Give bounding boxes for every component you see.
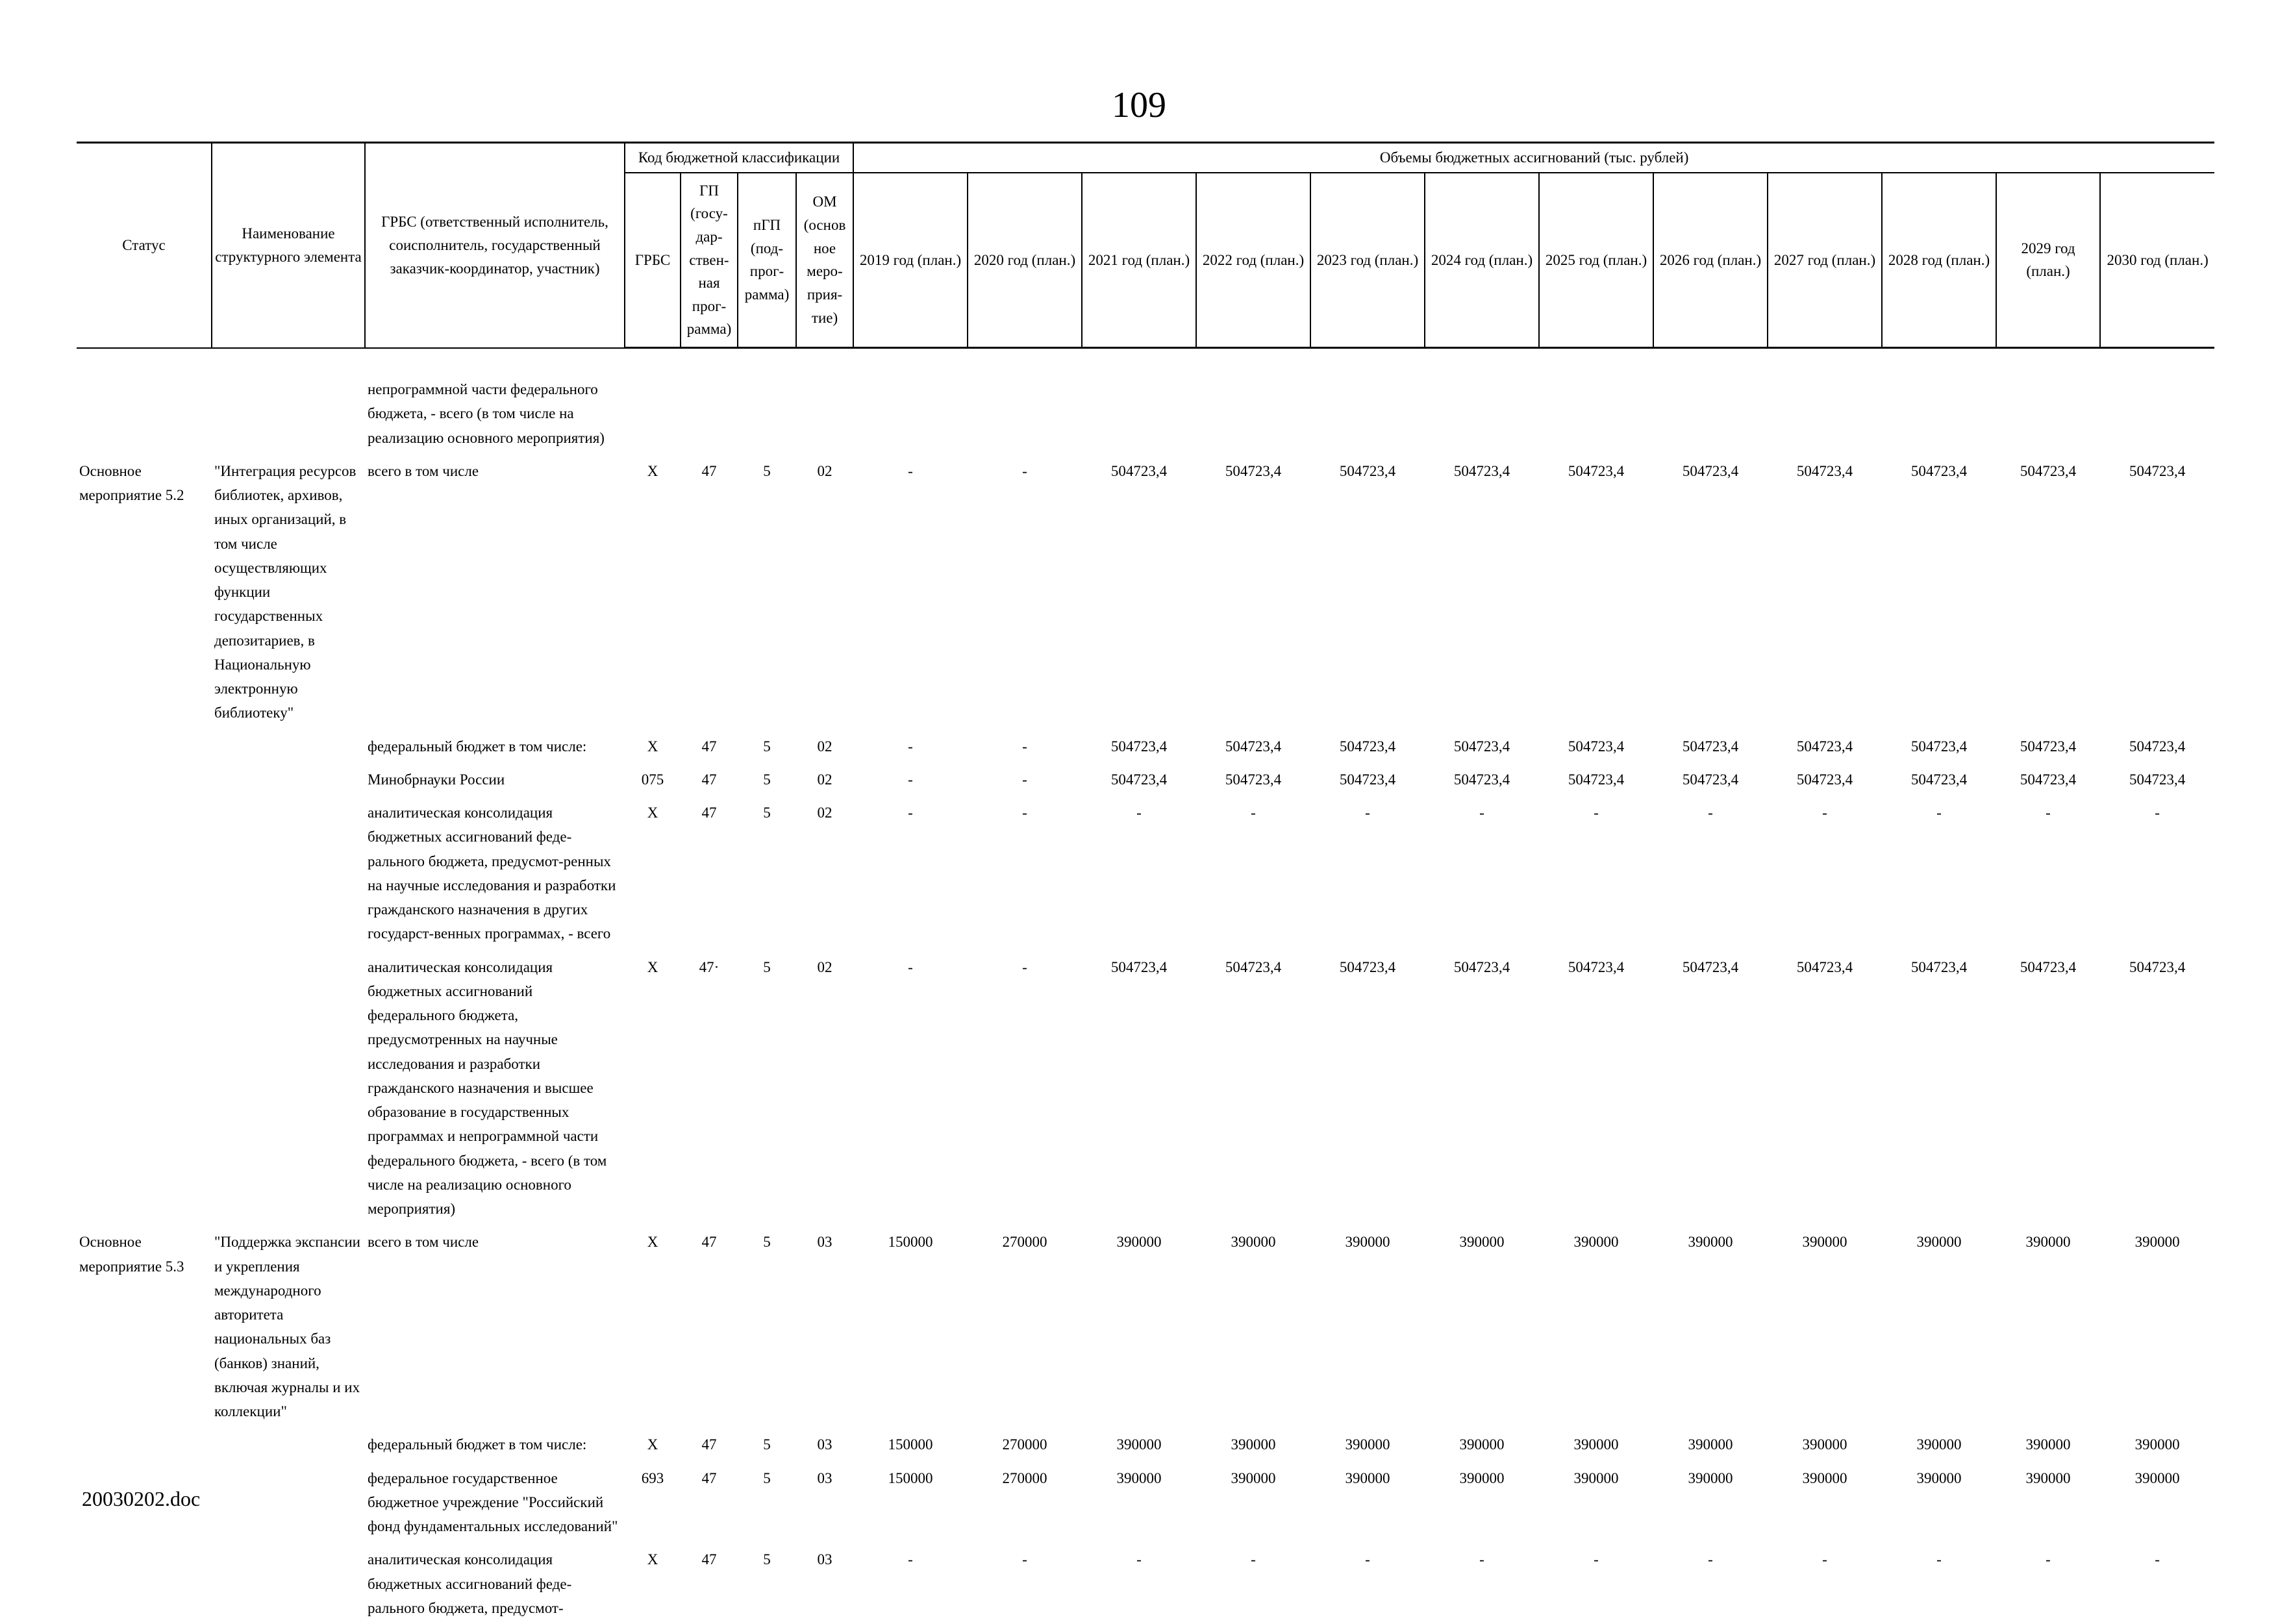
row-value: - <box>1022 771 1027 788</box>
row-value: 504723,4 <box>1796 958 1853 975</box>
row-status <box>77 762 212 795</box>
row-value: 504723,4 <box>1796 462 1853 479</box>
row-value <box>968 372 1082 454</box>
row-status: Основное мероприятие 5.3 <box>79 1234 184 1275</box>
row-value: 504723,4 <box>1339 738 1396 755</box>
row-value <box>1539 372 1653 454</box>
row-value: 504723,4 <box>1110 738 1168 755</box>
row-code: 075 <box>641 771 664 788</box>
row-value: 504723,4 <box>1568 958 1625 975</box>
header-year: 2023 год (план.) <box>1310 173 1425 348</box>
row-code: Х <box>647 805 658 821</box>
row-value <box>1425 372 1539 454</box>
row-value <box>1082 372 1196 454</box>
row-value: 390000 <box>1916 1436 1962 1453</box>
row-code: 47 <box>701 1436 717 1453</box>
row-code: 5 <box>763 1551 771 1568</box>
row-value: 390000 <box>1688 1469 1733 1486</box>
row-value: - <box>2155 805 2160 821</box>
header-code-grbs: ГРБС <box>625 173 681 348</box>
row-value: - <box>1708 805 1713 821</box>
header-year: 2021 год (план.) <box>1082 173 1196 348</box>
row-value: 504723,4 <box>1910 738 1968 755</box>
row-code: 02 <box>817 805 832 821</box>
row-value <box>1196 372 1310 454</box>
row-value: - <box>1936 1551 1942 1568</box>
row-code: 02 <box>817 738 832 755</box>
row-value: 390000 <box>1116 1436 1162 1453</box>
row-value: 390000 <box>2134 1234 2180 1251</box>
row-value: - <box>1936 805 1942 821</box>
row-value <box>1310 372 1425 454</box>
row-status <box>77 795 212 950</box>
row-value: 504723,4 <box>1339 958 1396 975</box>
row-value: 390000 <box>1345 1234 1390 1251</box>
row-value: - <box>1022 1551 1027 1568</box>
budget-allocations-table <box>77 142 2214 1624</box>
table-row <box>77 729 2214 762</box>
row-grbs-text: федеральный бюджет в том числе: <box>368 738 587 755</box>
row-value: 504723,4 <box>1110 958 1168 975</box>
row-value: 504723,4 <box>1682 738 1739 755</box>
row-grbs-text: федеральный бюджет в том числе: <box>368 1436 587 1453</box>
header-year: 2026 год (план.) <box>1653 173 1768 348</box>
row-name <box>212 372 365 454</box>
row-value: 504723,4 <box>2020 738 2077 755</box>
row-code: Х <box>647 1551 658 1568</box>
row-value: 390000 <box>1573 1469 1619 1486</box>
row-code <box>738 372 796 454</box>
row-status <box>77 372 212 454</box>
row-value: 390000 <box>1802 1234 1847 1251</box>
row-value: 390000 <box>2134 1436 2180 1453</box>
row-value <box>2100 372 2214 454</box>
row-value: 270000 <box>1002 1469 1047 1486</box>
header-year: 2025 год (план.) <box>1539 173 1653 348</box>
header-year: 2024 год (план.) <box>1425 173 1539 348</box>
row-value: 504723,4 <box>1910 958 1968 975</box>
table-row <box>77 372 2214 454</box>
table-row <box>77 454 2214 729</box>
row-value: 270000 <box>1002 1234 1047 1251</box>
row-value: - <box>1251 805 1256 821</box>
row-code <box>681 372 738 454</box>
row-value: 504723,4 <box>1682 771 1739 788</box>
row-value: 504723,4 <box>2129 738 2186 755</box>
row-code: 5 <box>763 462 771 479</box>
row-value: - <box>1822 805 1827 821</box>
row-code: 02 <box>817 958 832 975</box>
table-body <box>77 348 2214 1624</box>
row-value: 150000 <box>888 1469 933 1486</box>
row-value: 504723,4 <box>1796 771 1853 788</box>
row-value: 504723,4 <box>2020 462 2077 479</box>
row-code: 5 <box>763 1469 771 1486</box>
table-row <box>77 1461 2214 1543</box>
row-value: 390000 <box>1231 1469 1276 1486</box>
row-value: - <box>908 738 913 755</box>
row-value: 504723,4 <box>1910 462 1968 479</box>
row-value: - <box>1822 1551 1827 1568</box>
row-grbs-text: аналитическая консолидация бюджетных ассигнований феде-рального бюджета, предусмот-ренных на научные исследования и разработки гражданского назначения в других государст-венных программах, - всего <box>368 805 616 942</box>
row-code: 47· <box>699 958 720 975</box>
row-value: 504723,4 <box>1568 738 1625 755</box>
row-status <box>77 1427 212 1460</box>
table-row <box>77 1542 2214 1624</box>
row-value: - <box>908 1551 913 1568</box>
row-value: 504723,4 <box>1339 771 1396 788</box>
header-year: 2028 год (план.) <box>1882 173 1996 348</box>
row-value: - <box>908 771 913 788</box>
row-value <box>1882 372 1996 454</box>
row-value: - <box>1251 1551 1256 1568</box>
row-code: 03 <box>817 1469 832 1486</box>
table-row <box>77 762 2214 795</box>
table-row <box>77 1427 2214 1460</box>
header-status: Статус <box>77 143 212 348</box>
row-code: 02 <box>817 771 832 788</box>
row-value: - <box>2046 805 2051 821</box>
row-status <box>77 1542 212 1624</box>
row-name: "Интеграция ресурсов библиотек, архивов, иных организаций, в том числе осуществляющих функции государственных депозитариев, в Национальную электронную библиотеку" <box>214 462 357 721</box>
row-value: 504723,4 <box>1453 771 1510 788</box>
row-code: Х <box>647 738 658 755</box>
row-value: 390000 <box>1802 1469 1847 1486</box>
header-year: 2030 год (план.) <box>2100 173 2214 348</box>
row-value: 390000 <box>1573 1436 1619 1453</box>
row-value: 504723,4 <box>1568 462 1625 479</box>
row-value: - <box>1365 1551 1370 1568</box>
row-value <box>1653 372 1768 454</box>
row-value: 390000 <box>1116 1234 1162 1251</box>
row-status: Основное мероприятие 5.2 <box>79 462 184 504</box>
row-value: 504723,4 <box>2129 958 2186 975</box>
row-code: 47 <box>701 1234 717 1251</box>
header-grbs-description: ГРБС (ответственный исполнитель, соисполнитель, государственный заказчик-координатор, участник) <box>365 143 625 348</box>
row-grbs-text: всего в том числе <box>368 1234 479 1251</box>
row-value: 390000 <box>1459 1234 1505 1251</box>
row-value: 504723,4 <box>1453 738 1510 755</box>
row-code: 47 <box>701 1469 717 1486</box>
row-value: 390000 <box>2025 1234 2071 1251</box>
row-code: 02 <box>817 462 832 479</box>
row-code: Х <box>647 1234 658 1251</box>
row-code: 5 <box>763 771 771 788</box>
footer-filename: 20030202.doc <box>82 1487 201 1510</box>
row-value: 270000 <box>1002 1436 1047 1453</box>
row-status <box>77 729 212 762</box>
row-code: Х <box>647 1436 658 1453</box>
header-code-pgp: пГП (под-прог-рамма) <box>738 173 796 348</box>
header-code-gp: ГП (госу-дар-ствен-ная прог-рамма) <box>681 173 738 348</box>
row-value: 390000 <box>1802 1436 1847 1453</box>
row-grbs-text: федеральное государственное бюджетное учреждение "Российский фонд фундаментальных исследований" <box>368 1469 618 1535</box>
row-status <box>77 950 212 1225</box>
row-value <box>1768 372 1882 454</box>
row-value: 390000 <box>2025 1436 2071 1453</box>
header-year: 2027 год (план.) <box>1768 173 1882 348</box>
row-code <box>796 372 853 454</box>
header-name: Наименование структурного элемента <box>212 143 365 348</box>
row-value <box>1996 372 2100 454</box>
row-name <box>212 950 365 1225</box>
row-value: - <box>1708 1551 1713 1568</box>
row-value: 504723,4 <box>2129 462 2186 479</box>
row-code: 5 <box>763 805 771 821</box>
row-value: 390000 <box>2134 1469 2180 1486</box>
row-grbs-text: Минобрнауки России <box>368 771 505 788</box>
row-value: 150000 <box>888 1436 933 1453</box>
row-value: 390000 <box>1459 1436 1505 1453</box>
row-value: 504723,4 <box>1225 462 1282 479</box>
row-value: 390000 <box>1116 1469 1162 1486</box>
table-row <box>77 950 2214 1225</box>
row-name <box>212 1542 365 1624</box>
table-row <box>77 795 2214 950</box>
row-value: - <box>1136 805 1142 821</box>
row-value: - <box>1136 1551 1142 1568</box>
row-value: 390000 <box>1688 1234 1733 1251</box>
row-value: 390000 <box>1345 1436 1390 1453</box>
row-name <box>212 762 365 795</box>
row-grbs-text: всего в том числе <box>368 462 479 479</box>
row-code: 47 <box>701 1551 717 1568</box>
row-value: - <box>2046 1551 2051 1568</box>
row-value: - <box>1594 1551 1599 1568</box>
header-year: 2029 год (план.) <box>1996 173 2100 348</box>
row-value: 504723,4 <box>1225 958 1282 975</box>
row-code: 5 <box>763 1436 771 1453</box>
row-code: 47 <box>701 462 717 479</box>
header-year: 2020 год (план.) <box>968 173 1082 348</box>
row-code: Х <box>647 462 658 479</box>
header-year: 2019 год (план.) <box>853 173 968 348</box>
row-name <box>212 795 365 950</box>
row-code: 03 <box>817 1234 832 1251</box>
row-value: 150000 <box>888 1234 933 1251</box>
row-value: 390000 <box>1345 1469 1390 1486</box>
row-value: - <box>1479 1551 1484 1568</box>
row-value: 390000 <box>1573 1234 1619 1251</box>
row-grbs-text: непрограммной части федерального бюджета, - всего (в том числе на реализацию основного мероприятия) <box>368 381 605 446</box>
header-year: 2022 год (план.) <box>1196 173 1310 348</box>
row-value: - <box>1022 958 1027 975</box>
row-value: 504723,4 <box>2020 958 2077 975</box>
row-value: 504723,4 <box>1110 771 1168 788</box>
row-code: Х <box>647 958 658 975</box>
row-code: 47 <box>701 805 717 821</box>
row-name <box>212 729 365 762</box>
row-value: 504723,4 <box>1796 738 1853 755</box>
row-value: 504723,4 <box>1110 462 1168 479</box>
row-code: 47 <box>701 771 717 788</box>
row-value: - <box>1022 462 1027 479</box>
row-grbs-text: аналитическая консолидация бюджетных ассигнований феде-рального бюджета, предусмот- <box>368 1551 572 1616</box>
row-value: 504723,4 <box>1568 771 1625 788</box>
row-name <box>212 1461 365 1543</box>
row-value: 390000 <box>1916 1234 1962 1251</box>
row-code: 03 <box>817 1551 832 1568</box>
row-code: 47 <box>701 738 717 755</box>
row-value: 504723,4 <box>1682 958 1739 975</box>
row-value: 504723,4 <box>1225 738 1282 755</box>
row-value: - <box>1022 738 1027 755</box>
row-value: 504723,4 <box>2020 771 2077 788</box>
row-value: 390000 <box>1231 1436 1276 1453</box>
row-value: 504723,4 <box>1453 958 1510 975</box>
row-value: 390000 <box>1231 1234 1276 1251</box>
row-value: 504723,4 <box>1910 771 1968 788</box>
row-value: 390000 <box>2025 1469 2071 1486</box>
row-value: 390000 <box>1459 1469 1505 1486</box>
row-value: 390000 <box>1688 1436 1733 1453</box>
header-volumes-group: Объемы бюджетных ассигнований (тыс. рублей) <box>853 143 2214 173</box>
table-header <box>77 143 2214 348</box>
row-code: 5 <box>763 958 771 975</box>
row-value: - <box>1365 805 1370 821</box>
row-value: 504723,4 <box>1453 462 1510 479</box>
row-value <box>853 372 968 454</box>
row-name <box>212 1427 365 1460</box>
row-value: - <box>1594 805 1599 821</box>
row-value: - <box>908 805 913 821</box>
row-name: "Поддержка экспансии и укрепления международного авторитета национальных баз (банков) знаний, включая журналы и их коллекции" <box>214 1234 360 1420</box>
row-value: 504723,4 <box>1225 771 1282 788</box>
row-value: - <box>908 958 913 975</box>
table-row <box>77 1225 2214 1427</box>
row-value: 504723,4 <box>1682 462 1739 479</box>
row-value: 390000 <box>1916 1469 1962 1486</box>
row-value: - <box>1479 805 1484 821</box>
row-value: 504723,4 <box>2129 771 2186 788</box>
row-code <box>625 372 681 454</box>
row-code: 03 <box>817 1436 832 1453</box>
row-code: 5 <box>763 1234 771 1251</box>
row-value: - <box>1022 805 1027 821</box>
row-value: - <box>908 462 913 479</box>
row-grbs-text: аналитическая консолидация бюджетных ассигнований федерального бюджета, предусмотренных на научные исследования и разработки гражданского назначения и высшее образование в государственных программах и непрограммной части федерального бюджета, - всего (в том числе на реализацию основного мероприятия) <box>368 958 607 1218</box>
row-code: 693 <box>641 1469 664 1486</box>
row-code: 5 <box>763 738 771 755</box>
row-value: - <box>2155 1551 2160 1568</box>
row-value: 504723,4 <box>1339 462 1396 479</box>
header-code-om: ОМ (основ ное меро-прия-тие) <box>796 173 853 348</box>
header-code-group: Код бюджетной классификации <box>625 143 853 173</box>
page-number: 109 <box>1112 85 1166 125</box>
